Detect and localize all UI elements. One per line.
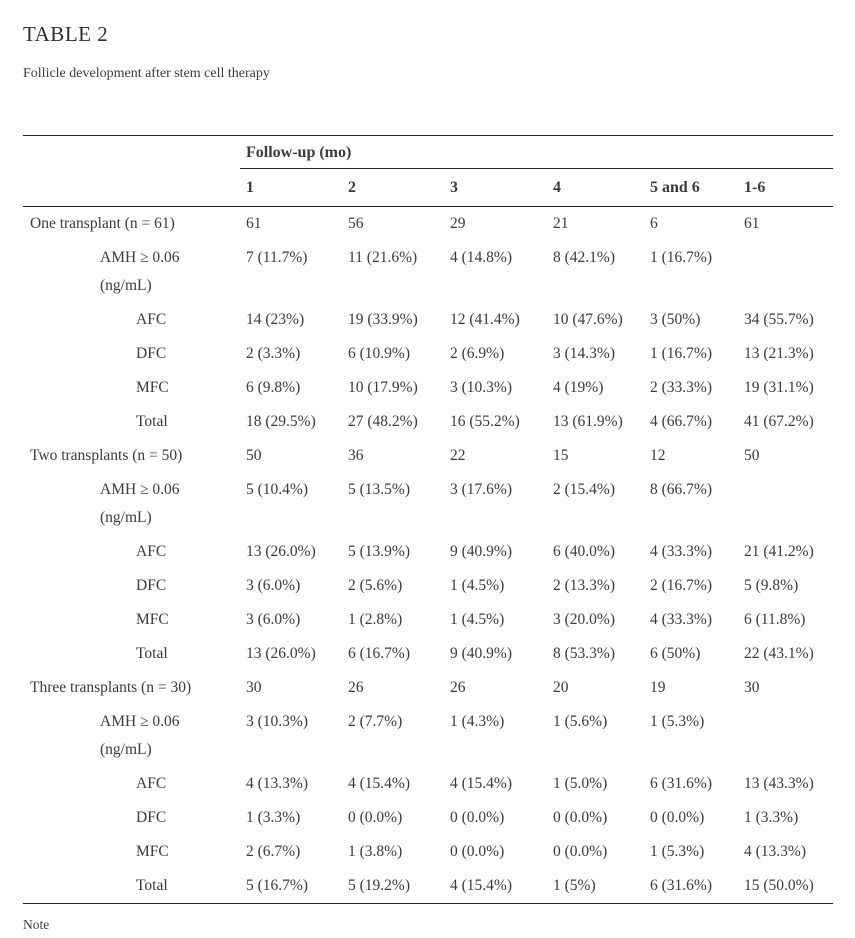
value-cell: 6 (31.6%)	[650, 877, 712, 894]
page-subtitle: Follicle development after stem cell therapy	[23, 66, 270, 81]
row-label-line: MFC	[136, 843, 169, 860]
column-header: 3	[444, 169, 547, 207]
value-cell: 1 (4.3%)	[450, 713, 505, 730]
value-cell: 2 (5.6%)	[348, 577, 403, 594]
value-cell: 61	[246, 215, 262, 232]
group-row	[23, 671, 833, 705]
row-label-line: AMH ≥ 0.06	[100, 713, 180, 730]
value-cell: 3 (10.3%)	[246, 713, 308, 730]
row-label	[23, 371, 240, 405]
value-cell: 4 (33.3%)	[650, 543, 712, 560]
row-label-line: AFC	[136, 775, 167, 792]
value-cell: 15 (50.0%)	[744, 877, 814, 894]
value-cell: 1 (5.6%)	[553, 713, 608, 730]
value-cell: 6 (10.9%)	[348, 345, 410, 362]
value-cell: 5 (13.9%)	[348, 543, 410, 560]
row-label	[23, 569, 240, 603]
value-cell: 4 (33.3%)	[650, 611, 712, 628]
row-label-line: Total	[136, 413, 168, 430]
value-cell: 15	[553, 447, 569, 464]
group-label: One transplant (n = 61)	[30, 215, 175, 232]
value-cell: 13 (26.0%)	[246, 543, 316, 560]
value-cell: 8 (66.7%)	[650, 481, 712, 498]
value-cell: 14 (23%)	[246, 311, 305, 328]
table-row	[23, 869, 833, 904]
table-row	[23, 801, 833, 835]
value-cell: 19	[650, 679, 666, 696]
value-cell: 36	[348, 447, 364, 464]
value-cell: 16 (55.2%)	[450, 413, 520, 430]
value-cell: 41 (67.2%)	[744, 413, 814, 430]
header-columns-row	[23, 169, 833, 207]
value-cell: 3 (10.3%)	[450, 379, 512, 396]
value-cell: 6 (50%)	[650, 645, 701, 662]
value-cell: 2 (6.9%)	[450, 345, 505, 362]
value-cell: 29	[450, 215, 466, 232]
value-cell: 10 (17.9%)	[348, 379, 418, 396]
value-cell	[738, 241, 833, 303]
value-cell: 4 (66.7%)	[650, 413, 712, 430]
value-cell: 13 (26.0%)	[246, 645, 316, 662]
value-cell: 0 (0.0%)	[553, 809, 608, 826]
row-label-line: MFC	[136, 379, 169, 396]
row-label	[23, 473, 240, 535]
row-label-line: MFC	[136, 611, 169, 628]
row-label	[23, 303, 240, 337]
value-cell: 7 (11.7%)	[246, 249, 308, 266]
table-row	[23, 473, 833, 535]
value-cell: 61	[744, 215, 760, 232]
value-cell: 6 (11.8%)	[744, 611, 806, 628]
row-label	[23, 637, 240, 671]
value-cell: 5 (19.2%)	[348, 877, 410, 894]
value-cell: 1 (16.7%)	[650, 249, 712, 266]
row-label	[23, 535, 240, 569]
row-label-line: AFC	[136, 311, 167, 328]
value-cell: 1 (3.3%)	[246, 809, 301, 826]
header-group-row	[23, 136, 833, 169]
followup-group-header: Follow-up (mo)	[240, 136, 833, 169]
row-label	[23, 705, 240, 767]
table-row	[23, 637, 833, 671]
row-label-line: (ng/mL)	[100, 277, 152, 294]
table-row	[23, 303, 833, 337]
value-cell: 8 (42.1%)	[553, 249, 615, 266]
value-cell: 4 (13.3%)	[246, 775, 308, 792]
value-cell: 20	[553, 679, 569, 696]
value-cell: 1 (5.3%)	[650, 843, 705, 860]
row-label	[23, 835, 240, 869]
value-cell: 1 (2.8%)	[348, 611, 403, 628]
value-cell: 21	[553, 215, 569, 232]
value-cell: 2 (6.7%)	[246, 843, 301, 860]
value-cell: 6 (31.6%)	[650, 775, 712, 792]
value-cell: 2 (13.3%)	[553, 577, 615, 594]
row-label-line: AMH ≥ 0.06	[100, 481, 180, 498]
value-cell: 9 (40.9%)	[450, 645, 512, 662]
value-cell: 2 (16.7%)	[650, 577, 712, 594]
page-title: TABLE 2	[23, 22, 109, 46]
column-header: 1-6	[738, 169, 833, 207]
value-cell: 19 (33.9%)	[348, 311, 418, 328]
value-cell: 12	[650, 447, 666, 464]
row-label-line: (ng/mL)	[100, 741, 152, 758]
value-cell: 13 (61.9%)	[553, 413, 623, 430]
value-cell: 4 (15.4%)	[450, 775, 512, 792]
value-cell: 26	[450, 679, 466, 696]
value-cell: 0 (0.0%)	[450, 843, 505, 860]
value-cell: 2 (33.3%)	[650, 379, 712, 396]
value-cell: 4 (15.4%)	[348, 775, 410, 792]
row-label-line: (ng/mL)	[100, 509, 152, 526]
value-cell: 5 (16.7%)	[246, 877, 308, 894]
value-cell: 1 (5.3%)	[650, 713, 705, 730]
value-cell: 6 (9.8%)	[246, 379, 301, 396]
value-cell: 3 (6.0%)	[246, 611, 301, 628]
row-label	[23, 405, 240, 439]
row-label	[23, 337, 240, 371]
value-cell: 30	[246, 679, 262, 696]
row-label-line: Total	[136, 645, 168, 662]
table-row	[23, 337, 833, 371]
value-cell: 5 (9.8%)	[744, 577, 799, 594]
row-label	[23, 801, 240, 835]
table-row	[23, 767, 833, 801]
value-cell: 4 (14.8%)	[450, 249, 512, 266]
value-cell: 3 (6.0%)	[246, 577, 301, 594]
value-cell: 5 (10.4%)	[246, 481, 308, 498]
value-cell: 10 (47.6%)	[553, 311, 623, 328]
table-row	[23, 371, 833, 405]
row-label	[23, 869, 240, 904]
value-cell	[738, 473, 833, 535]
value-cell: 26	[348, 679, 364, 696]
value-cell: 1 (5.0%)	[553, 775, 608, 792]
group-row	[23, 207, 833, 242]
table-row	[23, 603, 833, 637]
table-row	[23, 405, 833, 439]
group-label: Three transplants (n = 30)	[30, 679, 192, 696]
value-cell: 4 (13.3%)	[744, 843, 806, 860]
value-cell: 22	[450, 447, 466, 464]
value-cell: 2 (15.4%)	[553, 481, 615, 498]
value-cell: 1 (3.3%)	[744, 809, 799, 826]
value-cell: 0 (0.0%)	[650, 809, 705, 826]
group-row	[23, 439, 833, 473]
row-label-line: DFC	[136, 577, 167, 594]
value-cell: 13 (43.3%)	[744, 775, 814, 792]
value-cell: 5 (13.5%)	[348, 481, 410, 498]
value-cell: 3 (20.0%)	[553, 611, 615, 628]
value-cell: 0 (0.0%)	[348, 809, 403, 826]
column-header: 4	[547, 169, 644, 207]
value-cell: 1 (4.5%)	[450, 577, 505, 594]
value-cell: 22 (43.1%)	[744, 645, 814, 662]
value-cell: 1 (16.7%)	[650, 345, 712, 362]
table-row	[23, 835, 833, 869]
value-cell: 1 (5%)	[553, 877, 596, 894]
value-cell: 8 (53.3%)	[553, 645, 615, 662]
value-cell: 2 (7.7%)	[348, 713, 403, 730]
value-cell: 4 (19%)	[553, 379, 604, 396]
column-header: 2	[342, 169, 444, 207]
value-cell: 19 (31.1%)	[744, 379, 814, 396]
value-cell	[738, 705, 833, 767]
value-cell: 2 (3.3%)	[246, 345, 301, 362]
row-label	[23, 767, 240, 801]
value-cell: 13 (21.3%)	[744, 345, 814, 362]
table-row	[23, 535, 833, 569]
value-cell: 56	[348, 215, 364, 232]
table-row	[23, 241, 833, 303]
value-cell: 3 (50%)	[650, 311, 701, 328]
value-cell: 1 (4.5%)	[450, 611, 505, 628]
value-cell: 30	[744, 679, 760, 696]
value-cell: 3 (14.3%)	[553, 345, 615, 362]
value-cell: 50	[744, 447, 760, 464]
column-header: 1	[240, 169, 342, 207]
empty-header-cell	[23, 136, 240, 169]
value-cell: 21 (41.2%)	[744, 543, 814, 560]
row-label	[23, 241, 240, 303]
group-label: Two transplants (n = 50)	[30, 447, 183, 464]
value-cell: 1 (3.8%)	[348, 843, 403, 860]
value-cell: 34 (55.7%)	[744, 311, 814, 328]
follicle-development-table	[23, 135, 833, 904]
row-label-line: DFC	[136, 809, 167, 826]
value-cell: 0 (0.0%)	[553, 843, 608, 860]
row-label-line: Total	[136, 877, 168, 894]
value-cell: 6 (16.7%)	[348, 645, 410, 662]
value-cell: 6 (40.0%)	[553, 543, 615, 560]
value-cell: 27 (48.2%)	[348, 413, 418, 430]
row-label-line: AFC	[136, 543, 167, 560]
value-cell: 11 (21.6%)	[348, 249, 418, 266]
value-cell: 9 (40.9%)	[450, 543, 512, 560]
row-label-line: AMH ≥ 0.06	[100, 249, 180, 266]
empty-header-cell	[23, 169, 240, 207]
table-row	[23, 569, 833, 603]
table-row	[23, 705, 833, 767]
value-cell: 12 (41.4%)	[450, 311, 520, 328]
value-cell: 3 (17.6%)	[450, 481, 512, 498]
value-cell: 0 (0.0%)	[450, 809, 505, 826]
row-label	[23, 603, 240, 637]
value-cell: 6	[650, 215, 658, 232]
value-cell: 50	[246, 447, 262, 464]
row-label-line: DFC	[136, 345, 167, 362]
table-body	[23, 207, 833, 904]
column-header: 5 and 6	[644, 169, 738, 207]
value-cell: 4 (15.4%)	[450, 877, 512, 894]
table-note: Note	[23, 917, 50, 932]
value-cell: 18 (29.5%)	[246, 413, 316, 430]
